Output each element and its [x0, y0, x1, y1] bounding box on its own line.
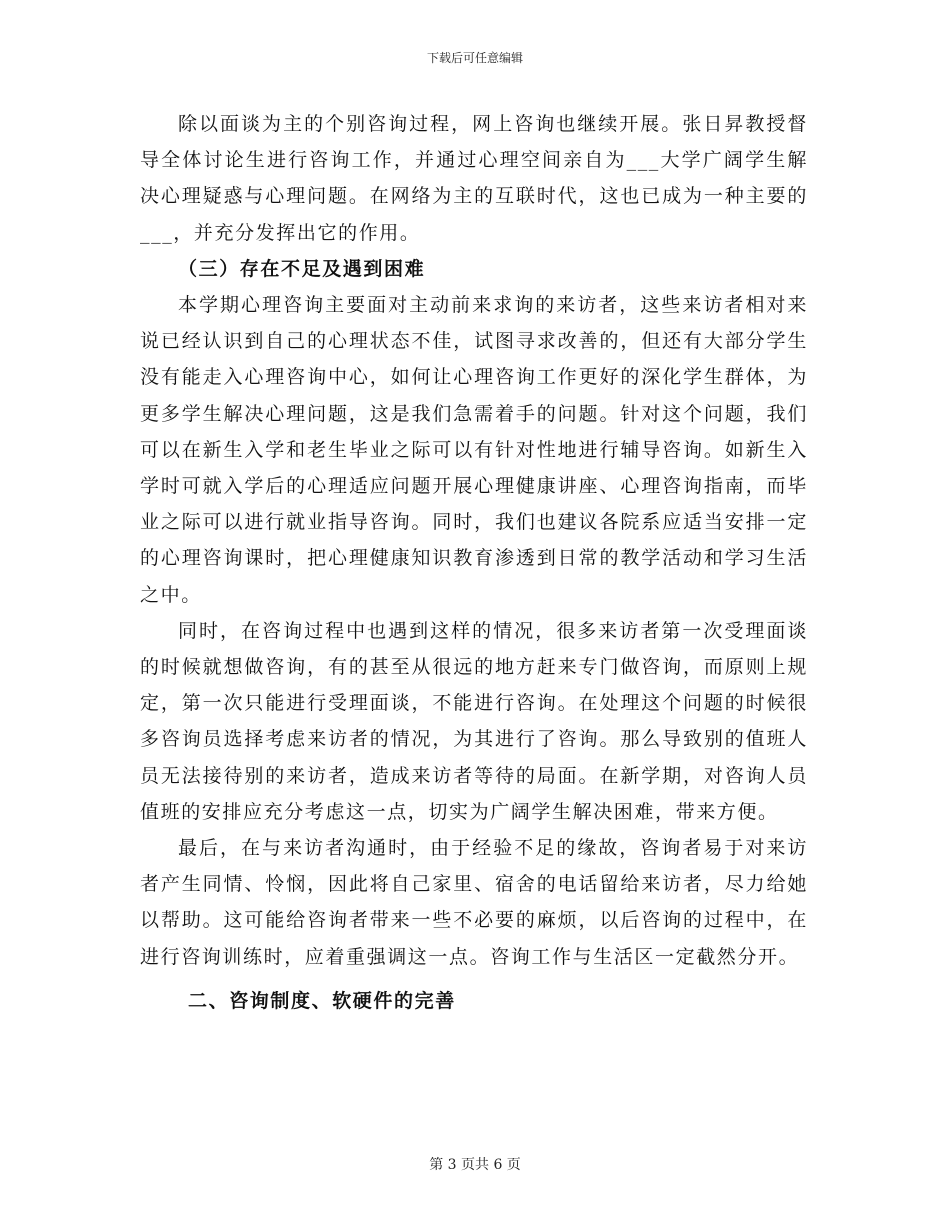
section-heading-system-improvement: 二、咨询制度、软硬件的完善 — [188, 989, 456, 1012]
page-number-footer: 第 3 页共 6 页 — [429, 1157, 521, 1173]
document-body — [140, 106, 808, 1019]
section-heading-shortcomings: （三）存在不足及遇到困难 — [178, 257, 426, 280]
paragraph-counseling-targets: 本学期心理咨询主要面对主动前来求询的来访者，这些来访者相对来说已经认识到自己的心理状态不佳，试图寻求改善的，但还有大部分学生没有能走入心理咨询中心，如何让心理咨询工作更好的深化学生群体，为更多学生解决心理问题，这是我们急需着手的问题。针对这个问题，我们可以在新生入学和老生毕业之际可以有针对性地进行辅导咨询。如新生入学时可就入学后的心理适应问题开展心理健康讲座、心理咨询指南，而毕业之际可以进行就业指导咨询。同时，我们也建议各院系应适当安排一定的心理咨询课时，把心理健康知识教育渗透到日常的教学活动和学习生活之中。 — [140, 294, 808, 606]
paragraph-online-counseling: 除以面谈为主的个别咨询过程，网上咨询也继续开展。张日昇教授督导全体讨论生进行咨询工作，并通过心理空间亲自为___大学广阔学生解决心理疑惑与心理问题。在网络为主的互联时代，这也已成为一种主要的___，并充分发挥出它的作用。 — [140, 113, 808, 244]
paragraph-intake-interview: 同时，在咨询过程中也遇到这样的情况，很多来访者第一次受理面谈的时候就想做咨询，有的甚至从很远的地方赶来专门做咨询，而原则上规定，第一次只能进行受理面谈，不能进行咨询。在处理这个问题的时候很多咨询员选择考虑来访者的情况，为其进行了咨询。那么导致别的值班人员无法接待别的来访者，造成来访者等待的局面。在新学期，对咨询人员值班的安排应充分考虑这一点，切实为广阔学生解决困难，带来方便。 — [140, 619, 808, 823]
paragraph-boundaries: 最后，在与来访者沟通时，由于经验不足的缘故，咨询者易于对来访者产生同情、怜悯，因此将自己家里、宿舍的电话留给来访者，尽力给她以帮助。这可能给咨询者带来一些不必要的麻烦，以后咨询的过程中，在进行咨询训练时，应着重强调这一点。咨询工作与生活区一定截然分开。 — [140, 837, 808, 968]
page-header: 下载后可任意编辑 — [426, 51, 523, 65]
